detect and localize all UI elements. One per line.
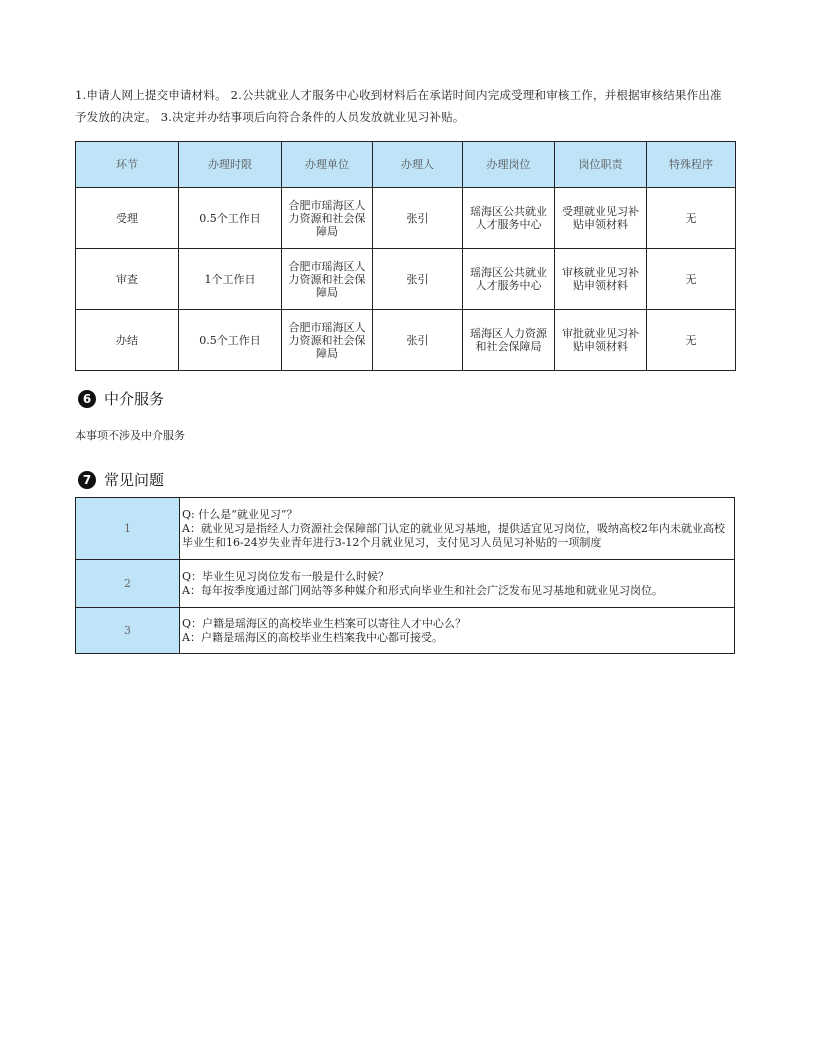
- faq-question: Q：毕业生见习岗位发布一般是什么时候？: [182, 569, 390, 583]
- header-time-limit: 办理时限: [179, 142, 282, 188]
- faq-content: [180, 498, 735, 560]
- header-handler: 办理人: [373, 142, 463, 188]
- header-stage: 环节: [76, 142, 179, 188]
- faq-question: Q：户籍是瑶海区的高校毕业生档案可以寄往人才中心么？: [182, 616, 467, 630]
- cell-position: 瑶海区公共就业人才服务中心: [463, 249, 555, 310]
- header-position: 办理岗位: [463, 142, 555, 188]
- cell-unit: 合肥市瑶海区人力资源和社会保障局: [282, 249, 373, 310]
- section-6-body: 本事项不涉及中介服务: [75, 429, 185, 442]
- faq-row: [76, 608, 735, 654]
- section-number-badge: 7: [78, 471, 96, 489]
- cell-special: 无: [647, 249, 736, 310]
- cell-unit: 合肥市瑶海区人力资源和社会保障局: [282, 310, 373, 371]
- faq-content: [180, 608, 735, 654]
- cell-time-limit: 0.5个工作日: [179, 310, 282, 371]
- section-number-badge: 6: [78, 390, 96, 408]
- faq-number: 2: [76, 560, 180, 608]
- section-6-heading: [78, 388, 164, 409]
- cell-unit: 合肥市瑶海区人力资源和社会保障局: [282, 188, 373, 249]
- table-row: [76, 310, 736, 371]
- header-unit: 办理单位: [282, 142, 373, 188]
- cell-handler: 张引: [373, 310, 463, 371]
- cell-handler: 张引: [373, 188, 463, 249]
- faq-row: [76, 560, 735, 608]
- section-6-title: 中介服务: [104, 390, 165, 408]
- faq-answer: A：户籍是瑶海区的高校毕业生档案我中心都可接受。: [182, 630, 443, 644]
- cell-handler: 张引: [373, 249, 463, 310]
- faq-number: 3: [76, 608, 180, 654]
- intro-paragraph: [75, 84, 747, 128]
- faq-row: [76, 498, 735, 560]
- section-7-title: 常见问题: [104, 471, 165, 489]
- cell-position: 瑶海区公共就业人才服务中心: [463, 188, 555, 249]
- header-special: 特殊程序: [647, 142, 736, 188]
- cell-duty: 审批就业见习补贴申领材料: [555, 310, 647, 371]
- section-7-heading: [78, 469, 164, 490]
- faq-answer: A：就业见习是指经人力资源社会保障部门认定的就业见习基地，提供适宜见习岗位，吸纳高校2年内未就业高校毕业生和16-24岁失业青年进行3-12个月就业见习，支付见习人员见习补贴的一项制度: [182, 521, 725, 549]
- cell-special: 无: [647, 310, 736, 371]
- process-table: [75, 141, 736, 371]
- cell-duty: 受理就业见习补贴申领材料: [555, 188, 647, 249]
- faq-content: [180, 560, 735, 608]
- cell-stage: 办结: [76, 310, 179, 371]
- faq-question: Q: 什么是“就业见习”？: [182, 507, 298, 521]
- table-row: [76, 188, 736, 249]
- cell-special: 无: [647, 188, 736, 249]
- intro-line-1: 1.申请人网上提交申请材料。 2.公共就业人才服务中心收到材料后在承诺时间内完成受理和审核工作，并根据审核结果作出准: [75, 88, 722, 102]
- process-table-header-row: [76, 142, 736, 188]
- header-duty: 岗位职责: [555, 142, 647, 188]
- cell-time-limit: 1个工作日: [179, 249, 282, 310]
- cell-duty: 审核就业见习补贴申领材料: [555, 249, 647, 310]
- table-row: [76, 249, 736, 310]
- faq-answer: A：每年按季度通过部门网站等多种媒介和形式向毕业生和社会广泛发布见习基地和就业见习岗位。: [182, 583, 663, 597]
- cell-position: 瑶海区人力资源和社会保障局: [463, 310, 555, 371]
- faq-number: 1: [76, 498, 180, 560]
- faq-table: [75, 497, 735, 654]
- cell-stage: 受理: [76, 188, 179, 249]
- intro-line-2: 予发放的决定。 3.决定并办结事项后向符合条件的人员发放就业见习补贴。: [75, 110, 465, 124]
- cell-stage: 审查: [76, 249, 179, 310]
- cell-time-limit: 0.5个工作日: [179, 188, 282, 249]
